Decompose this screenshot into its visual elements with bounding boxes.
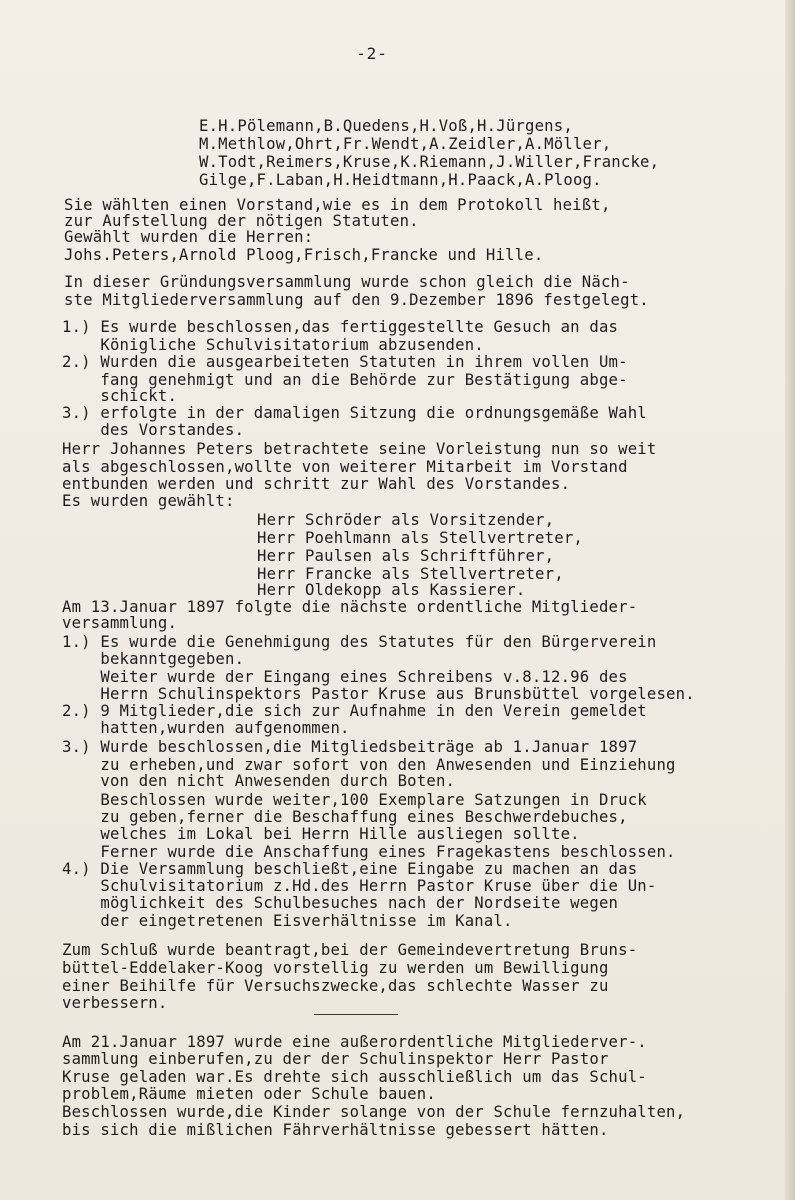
text-line: Herr Poehlmann als Stellvertreter, — [257, 529, 583, 547]
text-line: bekanntgegeben. — [62, 650, 245, 668]
text-line: M.Methlow,Ohrt,Fr.Wendt,A.Zeidler,A.Möller, — [199, 135, 612, 153]
text-line: Am 13.Januar 1897 folgte die nächste ordentliche Mitglieder- — [62, 598, 638, 616]
text-line: Sie wählten einen Vorstand,wie es in dem Protokoll heißt, — [64, 196, 611, 214]
text-line: Es wurden gewählt: — [62, 492, 235, 510]
text-line: E.H.Pölemann,B.Quedens,H.Voß,H.Jürgens, — [199, 117, 573, 135]
text-line: büttel-Eddelaker-Koog vorstellig zu werden um Bewilligung — [62, 959, 609, 977]
text-line: In dieser Gründungsversammlung wurde schon gleich die Näch- — [64, 273, 630, 291]
text-line: 3.) erfolgte in der damaligen Sitzung die ordnungsgemäße Wahl — [62, 404, 647, 422]
text-line: Zum Schluß wurde beantragt,bei der Gemeindevertretung Bruns- — [62, 941, 638, 959]
text-line: 2.) Wurden die ausgearbeiteten Statuten in ihrem vollen Um- — [62, 353, 628, 371]
text-line: zu geben,ferner die Beschaffung eines Beschwerdebuches, — [62, 808, 628, 826]
text-line: Schulvisitatorium z.Hd.des Herrn Pastor Kruse über die Un- — [62, 877, 657, 895]
text-line: 4.) Die Versammlung beschließt,eine Eingabe zu machen an das — [62, 860, 638, 878]
page-number: -2- — [356, 44, 388, 63]
text-line: entbunden werden und schritt zur Wahl des Vorstandes. — [62, 475, 571, 493]
text-line: W.Todt,Reimers,Kruse,K.Riemann,J.Willer,Francke, — [199, 153, 660, 171]
text-line: hatten,wurden aufgenommen. — [62, 719, 350, 737]
text-line: ste Mitgliederversammlung auf den 9.Dezember 1896 festgelegt. — [64, 291, 649, 309]
text-line: 1.) Es wurde die Genehmigung des Statutes für den Bürgerverein — [62, 633, 657, 651]
page-edge-shadow — [785, 0, 795, 1200]
text-line: Gilge,F.Laban,H.Heidtmann,H.Paack,A.Ploog. — [199, 171, 602, 189]
text-line: Ferner wurde die Anschaffung eines Fragekastens beschlossen. — [62, 843, 676, 861]
text-line: Herr Oldekopp als Kassierer. — [257, 581, 526, 599]
text-line: 3.) Wurde beschlossen,die Mitgliedsbeiträge ab 1.Januar 1897 — [62, 738, 638, 756]
text-line: problem,Räume mieten oder Schule bauen. — [62, 1085, 436, 1103]
text-line: Herr Paulsen als Schriftführer, — [257, 547, 555, 565]
text-line: einer Beihilfe für Versuchszwecke,das schlechte Wasser zu — [62, 977, 609, 995]
text-line: sammlung einberufen,zu der der Schulinspektor Herr Pastor — [62, 1050, 609, 1068]
text-line: Herr Francke als Stellvertreter, — [257, 565, 564, 583]
text-line: bis sich die mißlichen Fährverhältnisse gebessert hätten. — [62, 1121, 609, 1139]
text-line: möglichkeit des Schulbesuches nach der Nordseite wegen — [62, 894, 619, 912]
text-line: versammlung. — [62, 614, 178, 632]
text-line: als abgeschlossen,wollte von weiterer Mitarbeit im Vorstand — [62, 458, 628, 476]
text-line: Gewählt wurden die Herren: — [64, 228, 314, 246]
text-line: Herrn Schulinspektors Pastor Kruse aus Brunsbüttel vorgelesen. — [62, 685, 695, 703]
text-line: Johs.Peters,Arnold Ploog,Frisch,Francke und Hille. — [64, 246, 544, 264]
text-line: Beschlossen wurde weiter,100 Exemplare Satzungen in Druck — [62, 791, 647, 809]
text-line: Weiter wurde der Eingang eines Schreibens v.8.12.96 des — [62, 668, 628, 686]
text-line: zu erheben,und zwar sofort von den Anwesenden und Einziehung — [62, 756, 676, 774]
text-line: schickt. — [62, 387, 178, 405]
text-line: des Vorstandes. — [62, 421, 245, 439]
text-line: zur Aufstellung der nötigen Statuten. — [64, 212, 419, 230]
text-line: von den nicht Anwesenden durch Boten. — [62, 772, 456, 790]
text-line: 2.) 9 Mitglieder,die sich zur Aufnahme in den Verein gemeldet — [62, 702, 647, 720]
section-divider — [314, 1014, 398, 1015]
text-line: fang genehmigt und an die Behörde zur Bestätigung abge- — [62, 371, 628, 389]
text-line: Kruse geladen war.Es drehte sich ausschließlich um das Schul- — [62, 1068, 647, 1086]
text-line: welches im Lokal bei Herrn Hille ausliegen sollte. — [62, 825, 580, 843]
text-line: Königliche Schulvisitatorium abzusenden. — [62, 336, 484, 354]
text-line: 1.) Es wurde beschlossen,das fertiggestellte Gesuch an das — [62, 318, 619, 336]
text-line: verbessern. — [62, 994, 168, 1012]
text-line: der eingetretenen Eisverhältnisse im Kanal. — [62, 912, 513, 930]
text-line: Herr Schröder als Vorsitzender, — [257, 511, 555, 529]
text-line: Herr Johannes Peters betrachtete seine Vorleistung nun so weit — [62, 440, 657, 458]
text-line: Beschlossen wurde,die Kinder solange von der Schule fernzuhalten, — [62, 1103, 686, 1121]
text-line: Am 21.Januar 1897 wurde eine außerordentliche Mitgliederver-. — [62, 1033, 647, 1051]
